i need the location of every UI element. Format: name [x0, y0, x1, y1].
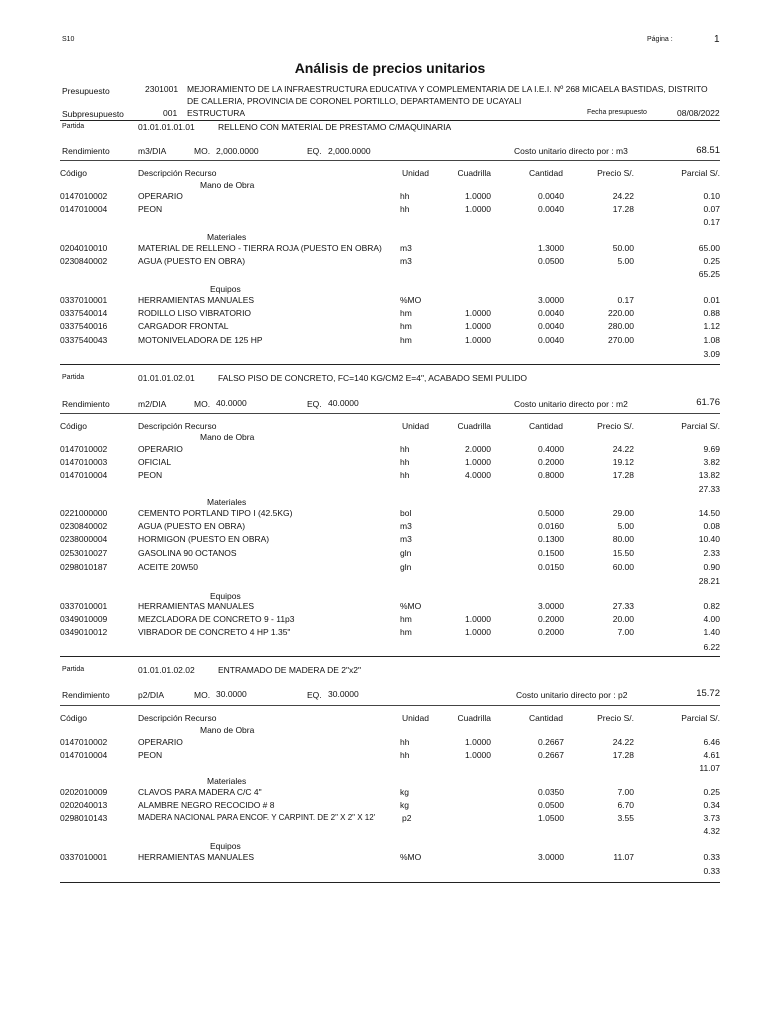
- cell-precio: 50.00: [612, 243, 634, 253]
- cell-precio: 27.33: [612, 601, 634, 611]
- cell-unit: hh: [400, 737, 410, 747]
- cell-cuadrilla: 1.0000: [465, 750, 491, 760]
- col-precio: Precio S/.: [597, 421, 634, 431]
- cell-code: 0337540014: [60, 308, 108, 318]
- cell-code: 0202040013: [60, 800, 108, 810]
- cell-unit: m3: [400, 243, 412, 253]
- cell-desc: PEON: [138, 750, 163, 760]
- cell-precio: 7.00: [617, 627, 634, 637]
- cell-cuadrilla: 1.0000: [465, 191, 491, 201]
- category-materiales: Materiales: [207, 497, 247, 507]
- cell-precio: 15.50: [612, 548, 634, 558]
- cell-precio: 3.55: [617, 813, 634, 823]
- cell-unit: %MO: [400, 295, 422, 305]
- page-title: Análisis de precios unitarios: [294, 60, 486, 76]
- cell-parcial: 0.88: [703, 308, 720, 318]
- subtotal-mano-obra: 27.33: [698, 484, 720, 494]
- table-row: [60, 601, 722, 613]
- cell-cantidad: 1.0500: [538, 813, 564, 823]
- partida-code: 01.01.01.01.01: [138, 122, 195, 132]
- divider: [60, 705, 720, 706]
- cell-precio: 24.22: [612, 737, 634, 747]
- costo-unitario-value: 15.72: [696, 688, 720, 699]
- table-row: [60, 750, 722, 762]
- table-row: [60, 457, 722, 469]
- costo-unitario-label: Costo unitario directo por : m3: [514, 146, 628, 156]
- table-row: [60, 335, 722, 347]
- cell-unit: hh: [400, 750, 410, 760]
- cell-precio: 80.00: [612, 534, 634, 544]
- cell-cantidad: 0.0040: [538, 308, 564, 318]
- rendimiento-label: Rendimiento: [62, 399, 110, 409]
- col-cantidad: Cantidad: [528, 168, 563, 178]
- cell-unit: kg: [400, 787, 409, 797]
- cell-desc: ALAMBRE NEGRO RECOCIDO # 8: [138, 800, 275, 810]
- table-row: [60, 243, 722, 255]
- cell-parcial: 0.08: [703, 521, 720, 531]
- divider: [60, 656, 720, 657]
- cell-desc: AGUA (PUESTO EN OBRA): [138, 521, 246, 531]
- cell-precio: 24.22: [612, 444, 634, 454]
- cell-code: 0202010009: [60, 787, 108, 797]
- cell-desc: RODILLO LISO VIBRATORIO: [138, 308, 252, 318]
- subtotal-materiales: 4.32: [703, 826, 720, 836]
- subtotal-materiales: 65.25: [698, 269, 720, 279]
- costo-unitario-value: 68.51: [696, 145, 720, 156]
- cell-desc: HERRAMIENTAS MANUALES: [138, 852, 255, 862]
- column-headers: [60, 713, 722, 725]
- cell-parcial: 4.61: [703, 750, 720, 760]
- cell-code: 0147010004: [60, 470, 108, 480]
- cell-desc: CLAVOS PARA MADERA C/C 4": [138, 787, 262, 797]
- table-row: [60, 444, 722, 456]
- mo-value: 30.0000: [216, 689, 247, 699]
- fecha-label: Fecha presupuesto: [587, 109, 647, 116]
- partida-label: Partida: [62, 374, 85, 381]
- eq-value: 30.0000: [328, 689, 359, 699]
- cell-cuadrilla: 2.0000: [465, 444, 491, 454]
- cell-parcial: 2.33: [703, 548, 720, 558]
- cell-cantidad: 0.0150: [538, 562, 564, 572]
- cell-parcial: 1.40: [703, 627, 720, 637]
- cell-unit: gln: [400, 548, 412, 558]
- costo-unitario-label: Costo unitario directo por : m2: [514, 399, 628, 409]
- cell-unit: hm: [400, 627, 412, 637]
- col-descripcion: Descripción Recurso: [138, 713, 217, 723]
- partida-code: 01.01.01.02.02: [138, 665, 195, 675]
- cell-precio: 17.28: [612, 204, 634, 214]
- mo-label: MO.: [194, 690, 211, 700]
- cell-precio: 0.17: [617, 295, 634, 305]
- cell-unit: hm: [400, 308, 412, 318]
- cell-cuadrilla: 1.0000: [465, 204, 491, 214]
- cell-cantidad: 0.2667: [538, 750, 564, 760]
- cell-cantidad: 0.2000: [538, 614, 564, 624]
- cell-code: 0253010027: [60, 548, 108, 558]
- divider: [60, 160, 720, 161]
- cell-cuadrilla: 1.0000: [465, 457, 491, 467]
- col-parcial: Parcial S/.: [681, 421, 720, 431]
- cell-unit: m3: [400, 521, 412, 531]
- partida-label: Partida: [62, 123, 85, 130]
- col-cantidad: Cantidad: [528, 713, 563, 723]
- cell-unit: hh: [400, 444, 410, 454]
- table-row: [60, 787, 722, 799]
- table-row: [60, 627, 722, 639]
- mo-value: 2,000.0000: [216, 146, 259, 156]
- cell-cantidad: 0.0040: [538, 204, 564, 214]
- cell-parcial: 0.25: [703, 787, 720, 797]
- column-headers: [60, 421, 722, 433]
- col-precio: Precio S/.: [597, 168, 634, 178]
- cell-parcial: 0.01: [703, 295, 720, 305]
- partida-desc: RELLENO CON MATERIAL DE PRESTAMO C/MAQUINARIA: [218, 122, 452, 132]
- cell-desc: GASOLINA 90 OCTANOS: [138, 548, 237, 558]
- cell-code: 0337010001: [60, 852, 108, 862]
- cell-cuadrilla: 1.0000: [465, 737, 491, 747]
- cell-precio: 280.00: [608, 321, 634, 331]
- cell-cantidad: 3.0000: [538, 295, 564, 305]
- col-codigo: Código: [60, 713, 87, 723]
- col-descripcion: Descripción Recurso: [138, 421, 217, 431]
- cell-precio: 24.22: [612, 191, 634, 201]
- cell-code: 0230840002: [60, 521, 108, 531]
- cell-cantidad: 0.0040: [538, 321, 564, 331]
- cell-desc: HERRAMIENTAS MANUALES: [138, 295, 255, 305]
- col-cuadrilla: Cuadrilla: [457, 421, 491, 431]
- cell-code: 0230840002: [60, 256, 108, 266]
- col-descripcion: Descripción Recurso: [138, 168, 217, 178]
- cell-parcial: 0.82: [703, 601, 720, 611]
- cell-parcial: 0.07: [703, 204, 720, 214]
- cell-cantidad: 0.2667: [538, 737, 564, 747]
- mo-label: MO.: [194, 399, 211, 409]
- table-row: [60, 614, 722, 626]
- subtotal-mano-obra: 11.07: [699, 763, 720, 773]
- cell-parcial: 1.08: [703, 335, 720, 345]
- eq-label: EQ.: [307, 690, 322, 700]
- cell-desc: MEZCLADORA DE CONCRETO 9 - 11p3: [138, 614, 295, 624]
- cell-desc: MOTONIVELADORA DE 125 HP: [138, 335, 263, 345]
- cell-desc: PEON: [138, 204, 163, 214]
- cell-unit: hh: [400, 191, 410, 201]
- cell-cantidad: 0.0160: [538, 521, 564, 531]
- cell-unit: hm: [400, 614, 412, 624]
- rendimiento-unit: m3/DIA: [138, 146, 167, 156]
- subpresupuesto-desc: ESTRUCTURA: [187, 108, 246, 118]
- cell-cantidad: 0.5000: [538, 508, 564, 518]
- cell-desc: OFICIAL: [138, 457, 172, 467]
- presupuesto-label: Presupuesto: [62, 86, 110, 96]
- cell-desc: MADERA NACIONAL PARA ENCOF. Y CARPINT. DE 2" X 2" X 12': [138, 813, 376, 822]
- subtotal-mano-obra: 0.17: [703, 217, 720, 227]
- cell-code: 0337540043: [60, 335, 108, 345]
- cell-unit: %MO: [400, 601, 422, 611]
- page-number: 1: [714, 34, 720, 45]
- fecha-value: 08/08/2022: [677, 108, 720, 118]
- category-equipos: Equipos: [210, 591, 241, 601]
- table-row: [60, 204, 722, 216]
- column-headers: [60, 168, 722, 180]
- cell-code: 0337010001: [60, 295, 108, 305]
- col-codigo: Código: [60, 168, 87, 178]
- cell-parcial: 9.69: [703, 444, 720, 454]
- costo-unitario-value: 61.76: [696, 397, 720, 408]
- table-row: [60, 521, 722, 533]
- cell-precio: 5.00: [617, 521, 634, 531]
- cell-cantidad: 0.1500: [538, 548, 564, 558]
- cell-cantidad: 0.2000: [538, 457, 564, 467]
- eq-label: EQ.: [307, 146, 322, 156]
- cell-cantidad: 0.2000: [538, 627, 564, 637]
- cell-desc: HERRAMIENTAS MANUALES: [138, 601, 255, 611]
- cell-code: 0337010001: [60, 601, 108, 611]
- eq-value: 40.0000: [328, 398, 359, 408]
- rendimiento-unit: m2/DIA: [138, 399, 167, 409]
- mo-value: 40.0000: [216, 398, 247, 408]
- cell-code: 0221000000: [60, 508, 108, 518]
- partida-code: 01.01.01.02.01: [138, 373, 195, 383]
- table-row: [60, 470, 722, 482]
- cell-code: 0298010143: [60, 813, 108, 823]
- cell-parcial: 0.33: [703, 852, 720, 862]
- cell-code: 0147010002: [60, 444, 108, 454]
- col-cantidad: Cantidad: [528, 421, 563, 431]
- rendimiento-unit: p2/DIA: [138, 690, 164, 700]
- cell-parcial: 3.73: [703, 813, 720, 823]
- subpresupuesto-code: 001: [163, 108, 178, 118]
- table-row: [60, 800, 722, 812]
- cell-code: 0147010004: [60, 204, 108, 214]
- table-row: [60, 191, 722, 203]
- cell-cantidad: 0.0500: [538, 800, 564, 810]
- col-parcial: Parcial S/.: [681, 168, 720, 178]
- subtotal-materiales: 28.21: [698, 576, 720, 586]
- cell-precio: 220.00: [608, 308, 634, 318]
- table-row: [60, 508, 722, 520]
- cell-code: 0204010010: [60, 243, 108, 253]
- subtotal-equipos: 0.33: [703, 866, 720, 876]
- category-materiales: Materiales: [207, 232, 247, 242]
- cell-code: 0298010187: [60, 562, 108, 572]
- cell-parcial: 0.90: [703, 562, 720, 572]
- cell-unit: hh: [400, 470, 410, 480]
- cell-desc: OPERARIO: [138, 191, 183, 201]
- col-unidad: Unidad: [402, 713, 429, 723]
- cell-precio: 17.28: [612, 470, 634, 480]
- cell-precio: 19.12: [612, 457, 634, 467]
- page-label: Página :: [647, 36, 673, 43]
- cell-desc: OPERARIO: [138, 737, 183, 747]
- cell-cantidad: 0.0040: [538, 335, 564, 345]
- subtotal-equipos: 6.22: [703, 642, 720, 652]
- presupuesto-code: 2301001: [145, 84, 179, 94]
- cell-cantidad: 1.3000: [538, 243, 564, 253]
- col-codigo: Código: [60, 421, 87, 431]
- col-cuadrilla: Cuadrilla: [457, 713, 491, 723]
- col-precio: Precio S/.: [597, 713, 634, 723]
- subpresupuesto-label: Subpresupuesto: [62, 109, 124, 119]
- partida-desc: ENTRAMADO DE MADERA DE 2"x2": [218, 665, 362, 675]
- cell-desc: ACEITE 20W50: [138, 562, 198, 572]
- cell-precio: 20.00: [612, 614, 634, 624]
- cell-cuadrilla: 4.0000: [465, 470, 491, 480]
- cell-unit: gln: [400, 562, 412, 572]
- cell-cuadrilla: 1.0000: [465, 335, 491, 345]
- cell-cantidad: 0.0500: [538, 256, 564, 266]
- cell-unit: hh: [400, 204, 410, 214]
- cell-parcial: 0.10: [703, 191, 720, 201]
- cell-code: 0238000004: [60, 534, 108, 544]
- cell-unit: m3: [400, 534, 412, 544]
- cell-precio: 17.28: [612, 750, 634, 760]
- category-mano-obra: Mano de Obra: [200, 725, 255, 735]
- cell-cantidad: 3.0000: [538, 601, 564, 611]
- cell-parcial: 3.82: [703, 457, 720, 467]
- cell-code: 0147010003: [60, 457, 108, 467]
- cell-code: 0147010002: [60, 191, 108, 201]
- cell-parcial: 14.50: [698, 508, 720, 518]
- table-row: [60, 548, 722, 560]
- cell-desc: VIBRADOR DE CONCRETO 4 HP 1.35": [138, 627, 291, 637]
- report-code: S10: [62, 36, 75, 43]
- rendimiento-label: Rendimiento: [62, 690, 110, 700]
- table-row: [60, 321, 722, 333]
- col-parcial: Parcial S/.: [681, 713, 720, 723]
- partida-label: Partida: [62, 666, 85, 673]
- cell-desc: AGUA (PUESTO EN OBRA): [138, 256, 246, 266]
- table-row: [60, 813, 722, 825]
- cell-precio: 270.00: [608, 335, 634, 345]
- cell-desc: CARGADOR FRONTAL: [138, 321, 229, 331]
- cell-cuadrilla: 1.0000: [465, 627, 491, 637]
- cell-precio: 7.00: [617, 787, 634, 797]
- cell-cantidad: 0.0040: [538, 191, 564, 201]
- cell-code: 0147010002: [60, 737, 108, 747]
- divider: [60, 364, 720, 365]
- cell-cantidad: 0.8000: [538, 470, 564, 480]
- table-row: [60, 852, 722, 864]
- cell-desc: OPERARIO: [138, 444, 183, 454]
- rendimiento-label: Rendimiento: [62, 146, 110, 156]
- cell-cantidad: 0.1300: [538, 534, 564, 544]
- divider: [60, 120, 720, 121]
- table-row: [60, 308, 722, 320]
- category-materiales: Materiales: [207, 776, 247, 786]
- cell-precio: 11.07: [613, 852, 634, 862]
- category-mano-obra: Mano de Obra: [200, 432, 255, 442]
- eq-label: EQ.: [307, 399, 322, 409]
- col-unidad: Unidad: [402, 168, 429, 178]
- cell-unit: hh: [400, 457, 410, 467]
- presupuesto-desc-line2: DE CALLERIA, PROVINCIA DE CORONEL PORTILLO, DEPARTAMENTO DE UCAYALI: [187, 96, 522, 106]
- cell-cantidad: 0.0350: [538, 787, 564, 797]
- cell-parcial: 0.34: [703, 800, 720, 810]
- col-cuadrilla: Cuadrilla: [457, 168, 491, 178]
- cell-precio: 5.00: [617, 256, 634, 266]
- cell-unit: kg: [400, 800, 409, 810]
- subtotal-equipos: 3.09: [703, 349, 720, 359]
- table-row: [60, 534, 722, 546]
- cell-precio: 6.70: [617, 800, 634, 810]
- cell-cantidad: 3.0000: [538, 852, 564, 862]
- cell-code: 0337540016: [60, 321, 108, 331]
- cell-code: 0349010012: [60, 627, 108, 637]
- mo-label: MO.: [194, 146, 211, 156]
- partida-desc: FALSO PISO DE CONCRETO, FC=140 KG/CM2 E=4", ACABADO SEMI PULIDO: [218, 373, 527, 383]
- cell-desc: MATERIAL DE RELLENO - TIERRA ROJA (PUESTO EN OBRA): [138, 243, 382, 253]
- cell-precio: 29.00: [612, 508, 634, 518]
- category-mano-obra: Mano de Obra: [200, 180, 255, 190]
- cell-unit: %MO: [400, 852, 422, 862]
- col-unidad: Unidad: [402, 421, 429, 431]
- cell-parcial: 0.25: [703, 256, 720, 266]
- cell-cuadrilla: 1.0000: [465, 308, 491, 318]
- presupuesto-desc-line1: MEJORAMIENTO DE LA INFRAESTRUCTURA EDUCATIVA Y COMPLEMENTARIA DE LA I.E.I. Nº 268 MICAELA BASTIDAS, DISTRITO: [187, 84, 708, 94]
- cell-code: 0147010004: [60, 750, 108, 760]
- cell-desc: CEMENTO PORTLAND TIPO I (42.5KG): [138, 508, 293, 518]
- cell-desc: PEON: [138, 470, 163, 480]
- cell-parcial: 6.46: [703, 737, 720, 747]
- cell-precio: 60.00: [612, 562, 634, 572]
- cell-unit: m3: [400, 256, 412, 266]
- cell-parcial: 65.00: [698, 243, 720, 253]
- cell-parcial: 10.40: [698, 534, 720, 544]
- cell-desc: HORMIGON (PUESTO EN OBRA): [138, 534, 270, 544]
- cell-cuadrilla: 1.0000: [465, 321, 491, 331]
- cell-parcial: 1.12: [703, 321, 720, 331]
- cell-code: 0349010009: [60, 614, 108, 624]
- category-equipos: Equipos: [210, 841, 241, 851]
- cell-cantidad: 0.4000: [538, 444, 564, 454]
- divider: [60, 882, 720, 883]
- cell-unit: p2: [402, 813, 412, 823]
- eq-value: 2,000.0000: [328, 146, 371, 156]
- cell-unit: hm: [400, 335, 412, 345]
- costo-unitario-label: Costo unitario directo por : p2: [516, 690, 628, 700]
- cell-parcial: 13.82: [698, 470, 720, 480]
- category-equipos: Equipos: [210, 284, 241, 294]
- table-row: [60, 562, 722, 574]
- cell-parcial: 4.00: [703, 614, 720, 624]
- table-row: [60, 256, 722, 268]
- divider: [60, 413, 720, 414]
- cell-unit: bol: [400, 508, 412, 518]
- table-row: [60, 737, 722, 749]
- table-row: [60, 295, 722, 307]
- cell-cuadrilla: 1.0000: [465, 614, 491, 624]
- cell-unit: hm: [400, 321, 412, 331]
